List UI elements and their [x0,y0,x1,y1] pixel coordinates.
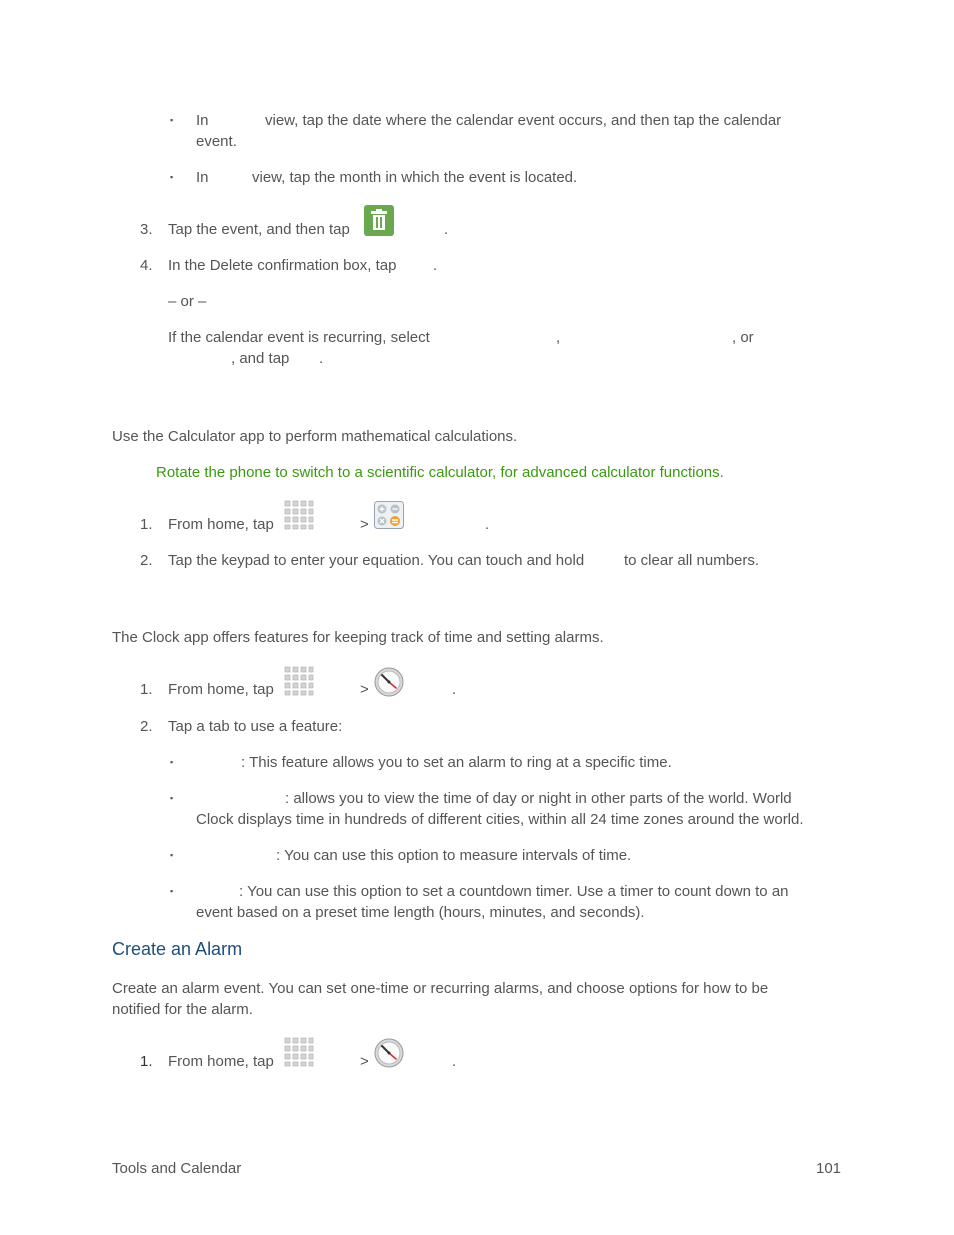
timer-desc-b: event based on a preset time length (hours, minutes, and seconds). [196,904,645,921]
alarm-step1-text: From home, tap [168,1053,274,1070]
step3-text: Tap the event, and then tap [168,221,350,238]
clock-step2-text: Tap a tab to use a feature: [168,718,343,735]
world-clock-desc-b: Clock displays time in hundreds of different cities, within all 24 time zones around the world. [196,811,804,828]
bullet-marker: ▪ [170,886,174,896]
step3-end: . [444,221,449,238]
bullet1-text-b: view, tap the date where the calendar event occurs, and then tap the calendar [265,112,782,129]
step4-end: . [433,257,438,274]
calc-step1-text: From home, tap [168,516,274,533]
apps-grid-icon [284,500,314,530]
clock-step1-number: 1. [140,681,153,698]
recurring-text-a: If the calendar event is recurring, select [168,329,430,346]
bullet1-text-c: event. [196,133,237,150]
recurring-or: , or [732,329,754,346]
apps-grid-icon [284,666,314,696]
stopwatch-desc: : You can use this option to measure intervals of time. [276,847,632,864]
step4-number: 4. [140,257,153,274]
or-separator: – or – [168,293,207,310]
footer-page-number: 101 [816,1160,842,1177]
calculator-tip: Rotate the phone to switch to a scientific calculator, for advanced calculator functions. [156,464,724,481]
calculator-intro: Use the Calculator app to perform mathematical calculations. [112,428,518,445]
apps-grid-icon [284,1037,314,1067]
clock-step1-end: . [452,681,457,698]
calculator-icon [374,501,404,529]
bullet-marker: ▪ [170,757,174,767]
create-alarm-intro-b: notified for the alarm. [112,1001,253,1018]
bullet-marker: ▪ [170,115,174,125]
footer-section-title: Tools and Calendar [112,1160,242,1177]
alarm-desc: : This feature allows you to set an alarm to ring at a specific time. [241,754,672,771]
calc-step2-number: 2. [140,552,153,569]
calc-step1-end: . [485,516,490,533]
clock-step1-text: From home, tap [168,681,274,698]
clock-icon [374,667,404,697]
calc-step1-gt: > [360,516,369,533]
recurring-text-b: , and tap [231,350,290,367]
calc-step1-number: 1. [140,516,153,533]
alarm-step1-gt: > [360,1053,369,1070]
trash-icon [364,205,394,236]
timer-desc-a: : You can use this option to set a countdown timer. Use a timer to count down to an [239,883,789,900]
create-alarm-heading: Create an Alarm [112,939,243,959]
recurring-comma: , [556,329,561,346]
clock-step1-gt: > [360,681,369,698]
clock-intro: The Clock app offers features for keeping track of time and setting alarms. [112,629,604,646]
calc-step2-text-a: Tap the keypad to enter your equation. You can touch and hold [168,552,585,569]
step3-number: 3. [140,221,153,238]
calc-step2-text-b: to clear all numbers. [624,552,760,569]
bullet-marker: ▪ [170,172,174,182]
clock-icon [374,1038,404,1068]
world-clock-desc-a: : allows you to view the time of day or night in other parts of the world. World [285,790,792,807]
bullet2-text-b: view, tap the month in which the event is located. [252,169,578,186]
bullet-marker: ▪ [170,850,174,860]
step4-text: In the Delete confirmation box, tap [168,257,397,274]
bullet-marker: ▪ [170,793,174,803]
bullet1-text-a: In [196,112,209,129]
clock-step2-number: 2. [140,718,153,735]
bullet2-text-a: In [196,169,209,186]
alarm-step1-end: . [452,1053,457,1070]
alarm-step1-number: 1. [140,1053,153,1070]
recurring-end: . [319,350,324,367]
create-alarm-intro-a: Create an alarm event. You can set one-time or recurring alarms, and choose options for how to be [112,980,769,997]
